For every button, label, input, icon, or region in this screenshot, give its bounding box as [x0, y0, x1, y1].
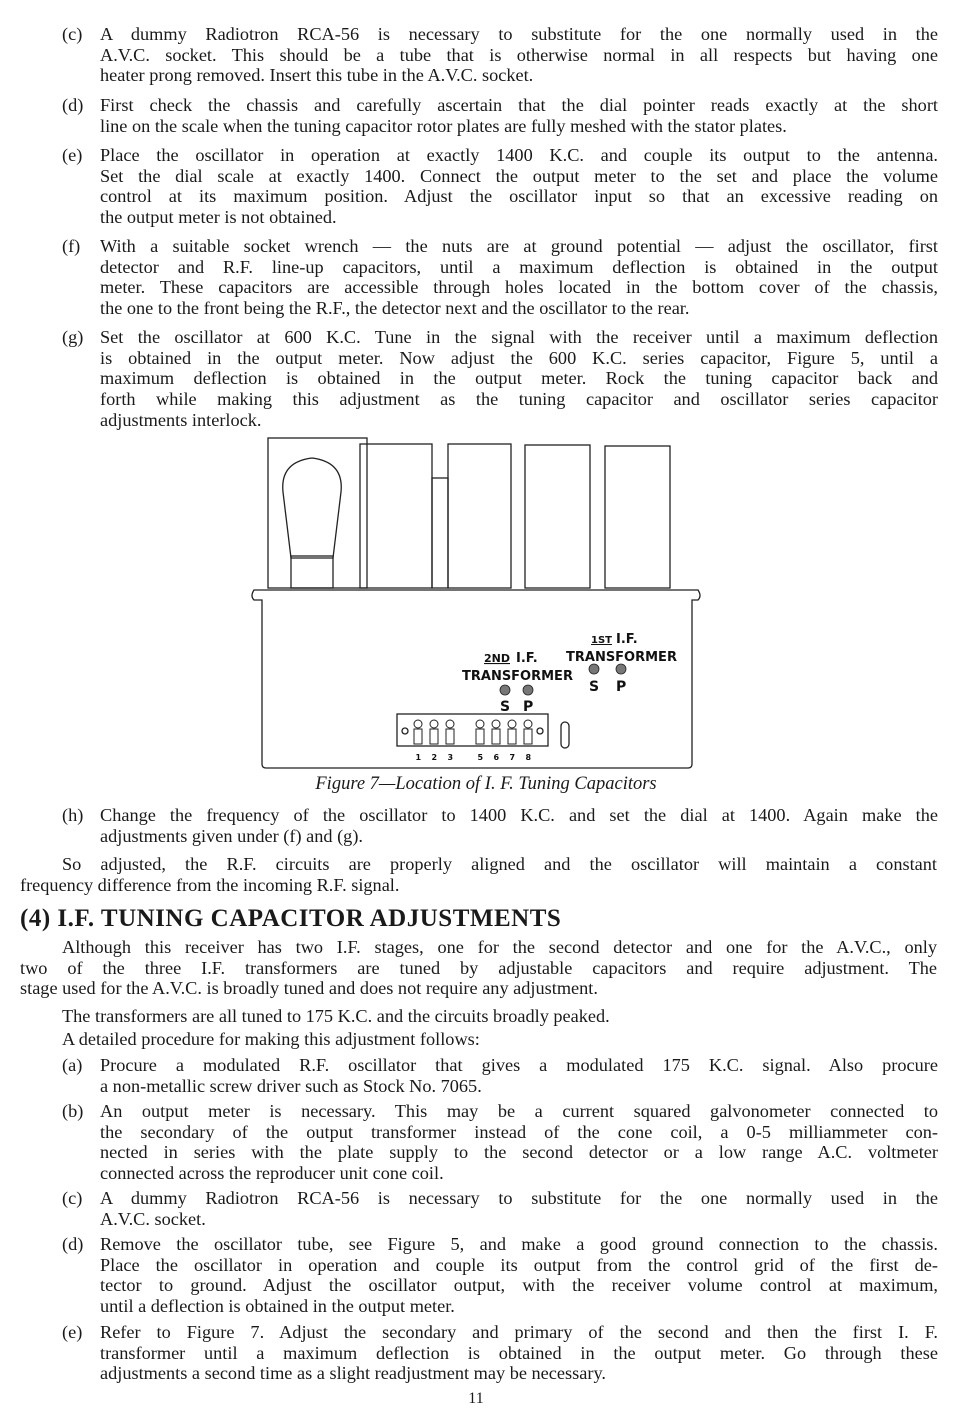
can-connector: [432, 478, 448, 588]
text-line: transformer until a maximum deflection is obtained in the output meter. Go through these: [100, 1342, 938, 1363]
text-line: the secondary of the output transformer instead of the cone coil, a 0-5 milliammeter con-: [100, 1121, 938, 1142]
2nd-if-p-capacitor: [523, 685, 533, 695]
text-line: Although this receiver has two I.F. stages, one for the second detector and one for the A.V.C., only: [62, 937, 937, 957]
terminal-lug: [524, 729, 532, 744]
1st-if-ordinal: 1ST: [591, 635, 612, 646]
terminal-screw: [446, 720, 454, 728]
text-line: forth while making this adjustment as the tuning capacitor and oscillator series capacitor: [100, 389, 938, 410]
text-line: First check the chassis and carefully ascertain that the dial pointer reads exactly at the short: [100, 95, 938, 115]
terminal-lug: [476, 729, 484, 744]
text-line: the one to the front being the R.F., the detector next and the oscillator to the rear.: [100, 298, 690, 319]
terminal-screw: [414, 720, 422, 728]
text-line: Remove the oscillator tube, see Figure 5, and make a good ground connection to the chassis.: [100, 1234, 938, 1254]
step-label: (b): [62, 1101, 84, 1121]
paragraph-so-adjusted: [20, 854, 937, 895]
terminal-lug: [446, 729, 454, 744]
step-label: (c): [62, 24, 83, 44]
text-line: two of the three I.F. transformers are tuned by adjustable capacitors and require adjustment. The: [20, 957, 937, 978]
paragraph-detailed: A detailed procedure for making this adjustment follows:: [62, 1029, 480, 1049]
1st-if-s: S: [589, 679, 600, 695]
text-line: Procure a modulated R.F. oscillator that gives a modulated 175 K.C. signal. Also procure: [100, 1055, 938, 1075]
text-line: A dummy Radiotron RCA-56 is necessary to substitute for the one normally used in the: [100, 1188, 938, 1208]
paragraph-transformers: The transformers are all tuned to 175 K.C. and the circuits broadly peaked.: [62, 1006, 610, 1026]
terminal-screw: [492, 720, 500, 728]
text-line: connected across the reproducer unit cone coil.: [100, 1163, 444, 1184]
text-line: maximum deflection is obtained in the output meter. Rock the tuning capacitor back and: [100, 368, 938, 389]
text-line: tector to ground. Adjust the oscillator output, with the receiver volume control at maximum,: [100, 1275, 938, 1296]
text-line: Set the oscillator at 600 K.C. Tune in the signal with the receiver until a maximum deflection: [100, 327, 938, 347]
step-label: (a): [62, 1055, 83, 1075]
terminal-lug: [508, 729, 516, 744]
text-line: Set the dial scale at exactly 1400. Connect the output meter to the set and place the volume: [100, 165, 938, 186]
terminal-number: 6: [493, 753, 500, 762]
page-number: 11: [468, 1390, 484, 1407]
step-label: (d): [62, 95, 84, 115]
text-line: Place the oscillator in operation at exactly 1400 K.C. and couple its output to the antenna.: [100, 145, 938, 165]
2nd-if-transformer: TRANSFORMER: [462, 669, 573, 684]
can-1: [360, 444, 432, 588]
text-line: a non-metallic screw driver such as Stock No. 7065.: [100, 1075, 482, 1096]
terminal-lug: [414, 729, 422, 744]
paragraph-although: [20, 937, 937, 999]
terminal-number: 8: [525, 753, 532, 762]
text-line: frequency difference from the incoming R.F. signal.: [20, 874, 400, 895]
text-line: adjustments a second time as a slight readjustment may be necessary.: [100, 1363, 606, 1384]
text-line: A.V.C. socket. This should be a tube that is otherwise normal in all respects but having one: [100, 44, 938, 65]
2nd-if-label: I.F.: [516, 651, 538, 666]
text-line: heater prong removed. Insert this tube in the A.V.C. socket.: [100, 65, 534, 86]
text-line: meter. These capacitors are accessible through holes located in the bottom cover of the chassis,: [100, 277, 938, 298]
text-line: A dummy Radiotron RCA-56 is necessary to substitute for the one normally used in the: [100, 24, 938, 44]
can-2: [448, 444, 511, 588]
text-line: control at its maximum position. Adjust the oscillator input so that an excessive reading on: [100, 186, 938, 207]
text-line: With a suitable socket wrench — the nuts are at ground potential — adjust the oscillator, first: [100, 236, 938, 256]
2nd-if-s-capacitor: [500, 685, 510, 695]
step-label: (e): [62, 145, 83, 165]
section-heading: (4) I.F. TUNING CAPACITOR ADJUSTMENTS: [20, 905, 562, 932]
terminal-number: 3: [447, 753, 454, 762]
text-line: the output meter is not obtained.: [100, 207, 337, 228]
step-label: (g): [62, 327, 84, 347]
tube-base: [291, 556, 333, 588]
terminal-lug: [492, 729, 500, 744]
terminal-screw: [430, 720, 438, 728]
text-line: Refer to Figure 7. Adjust the secondary and primary of the second and then the first I. F.: [100, 1322, 938, 1342]
1st-if-s-capacitor: [589, 664, 599, 674]
terminal-screw: [508, 720, 516, 728]
terminal-number: 2: [431, 753, 438, 762]
terminal-number: 7: [509, 753, 516, 762]
1st-if-p-capacitor: [616, 664, 626, 674]
tube-bulb-icon: [283, 458, 342, 558]
text-line: line on the scale when the tuning capacitor rotor plates are fully meshed with the stator plates.: [100, 115, 787, 136]
text-line: A.V.C. socket.: [100, 1208, 206, 1229]
terminal-screw: [476, 720, 484, 728]
text-line: An output meter is necessary. This may be a current squared galvonometer connected to: [100, 1101, 938, 1121]
text-line: adjustments interlock.: [100, 409, 262, 430]
text-line: stage used for the A.V.C. is broadly tuned and does not require any adjustment.: [20, 978, 598, 999]
2nd-if-s: S: [500, 699, 511, 715]
text-line: Place the oscillator in operation and couple its output from the control grid of the first de-: [100, 1254, 938, 1275]
can-3: [525, 445, 590, 588]
step-label: (h): [62, 805, 84, 825]
2nd-if-ordinal: 2ND: [484, 652, 510, 665]
2nd-if-p: P: [523, 699, 534, 715]
tube-shield: [268, 438, 367, 588]
step-label: (c): [62, 1188, 83, 1208]
terminal-lug: [430, 729, 438, 744]
terminal-number: 5: [477, 753, 484, 762]
step-label: (e): [62, 1322, 83, 1342]
text-line: adjustments given under (f) and (g).: [100, 825, 363, 846]
step-label: (f): [62, 236, 81, 256]
1st-if-p: P: [616, 679, 627, 695]
can-4: [605, 446, 670, 588]
1st-if-transformer: TRANSFORMER: [566, 650, 677, 665]
text-line: detector and R.F. line-up capacitors, until a maximum deflection is obtained in the output: [100, 256, 938, 277]
text-line: until a deflection is obtained in the output meter.: [100, 1296, 455, 1317]
text-line: is obtained in the output meter. Now adjust the 600 K.C. series capacitor, Figure 5, until a: [100, 347, 938, 368]
text-line: nected in series with the plate supply to the second detector or a low range A.C. voltmeter: [100, 1142, 938, 1163]
text-line: So adjusted, the R.F. circuits are properly aligned and the oscillator will maintain a constant: [62, 854, 937, 874]
text-line: Change the frequency of the oscillator to 1400 K.C. and set the dial at 1400. Again make the: [100, 805, 938, 825]
figure-caption: Figure 7—Location of I. F. Tuning Capacitors: [315, 774, 657, 794]
1st-if-label: I.F.: [616, 632, 638, 647]
terminal-screw: [524, 720, 532, 728]
terminal-number: 1: [415, 753, 422, 762]
step-label: (d): [62, 1234, 84, 1254]
